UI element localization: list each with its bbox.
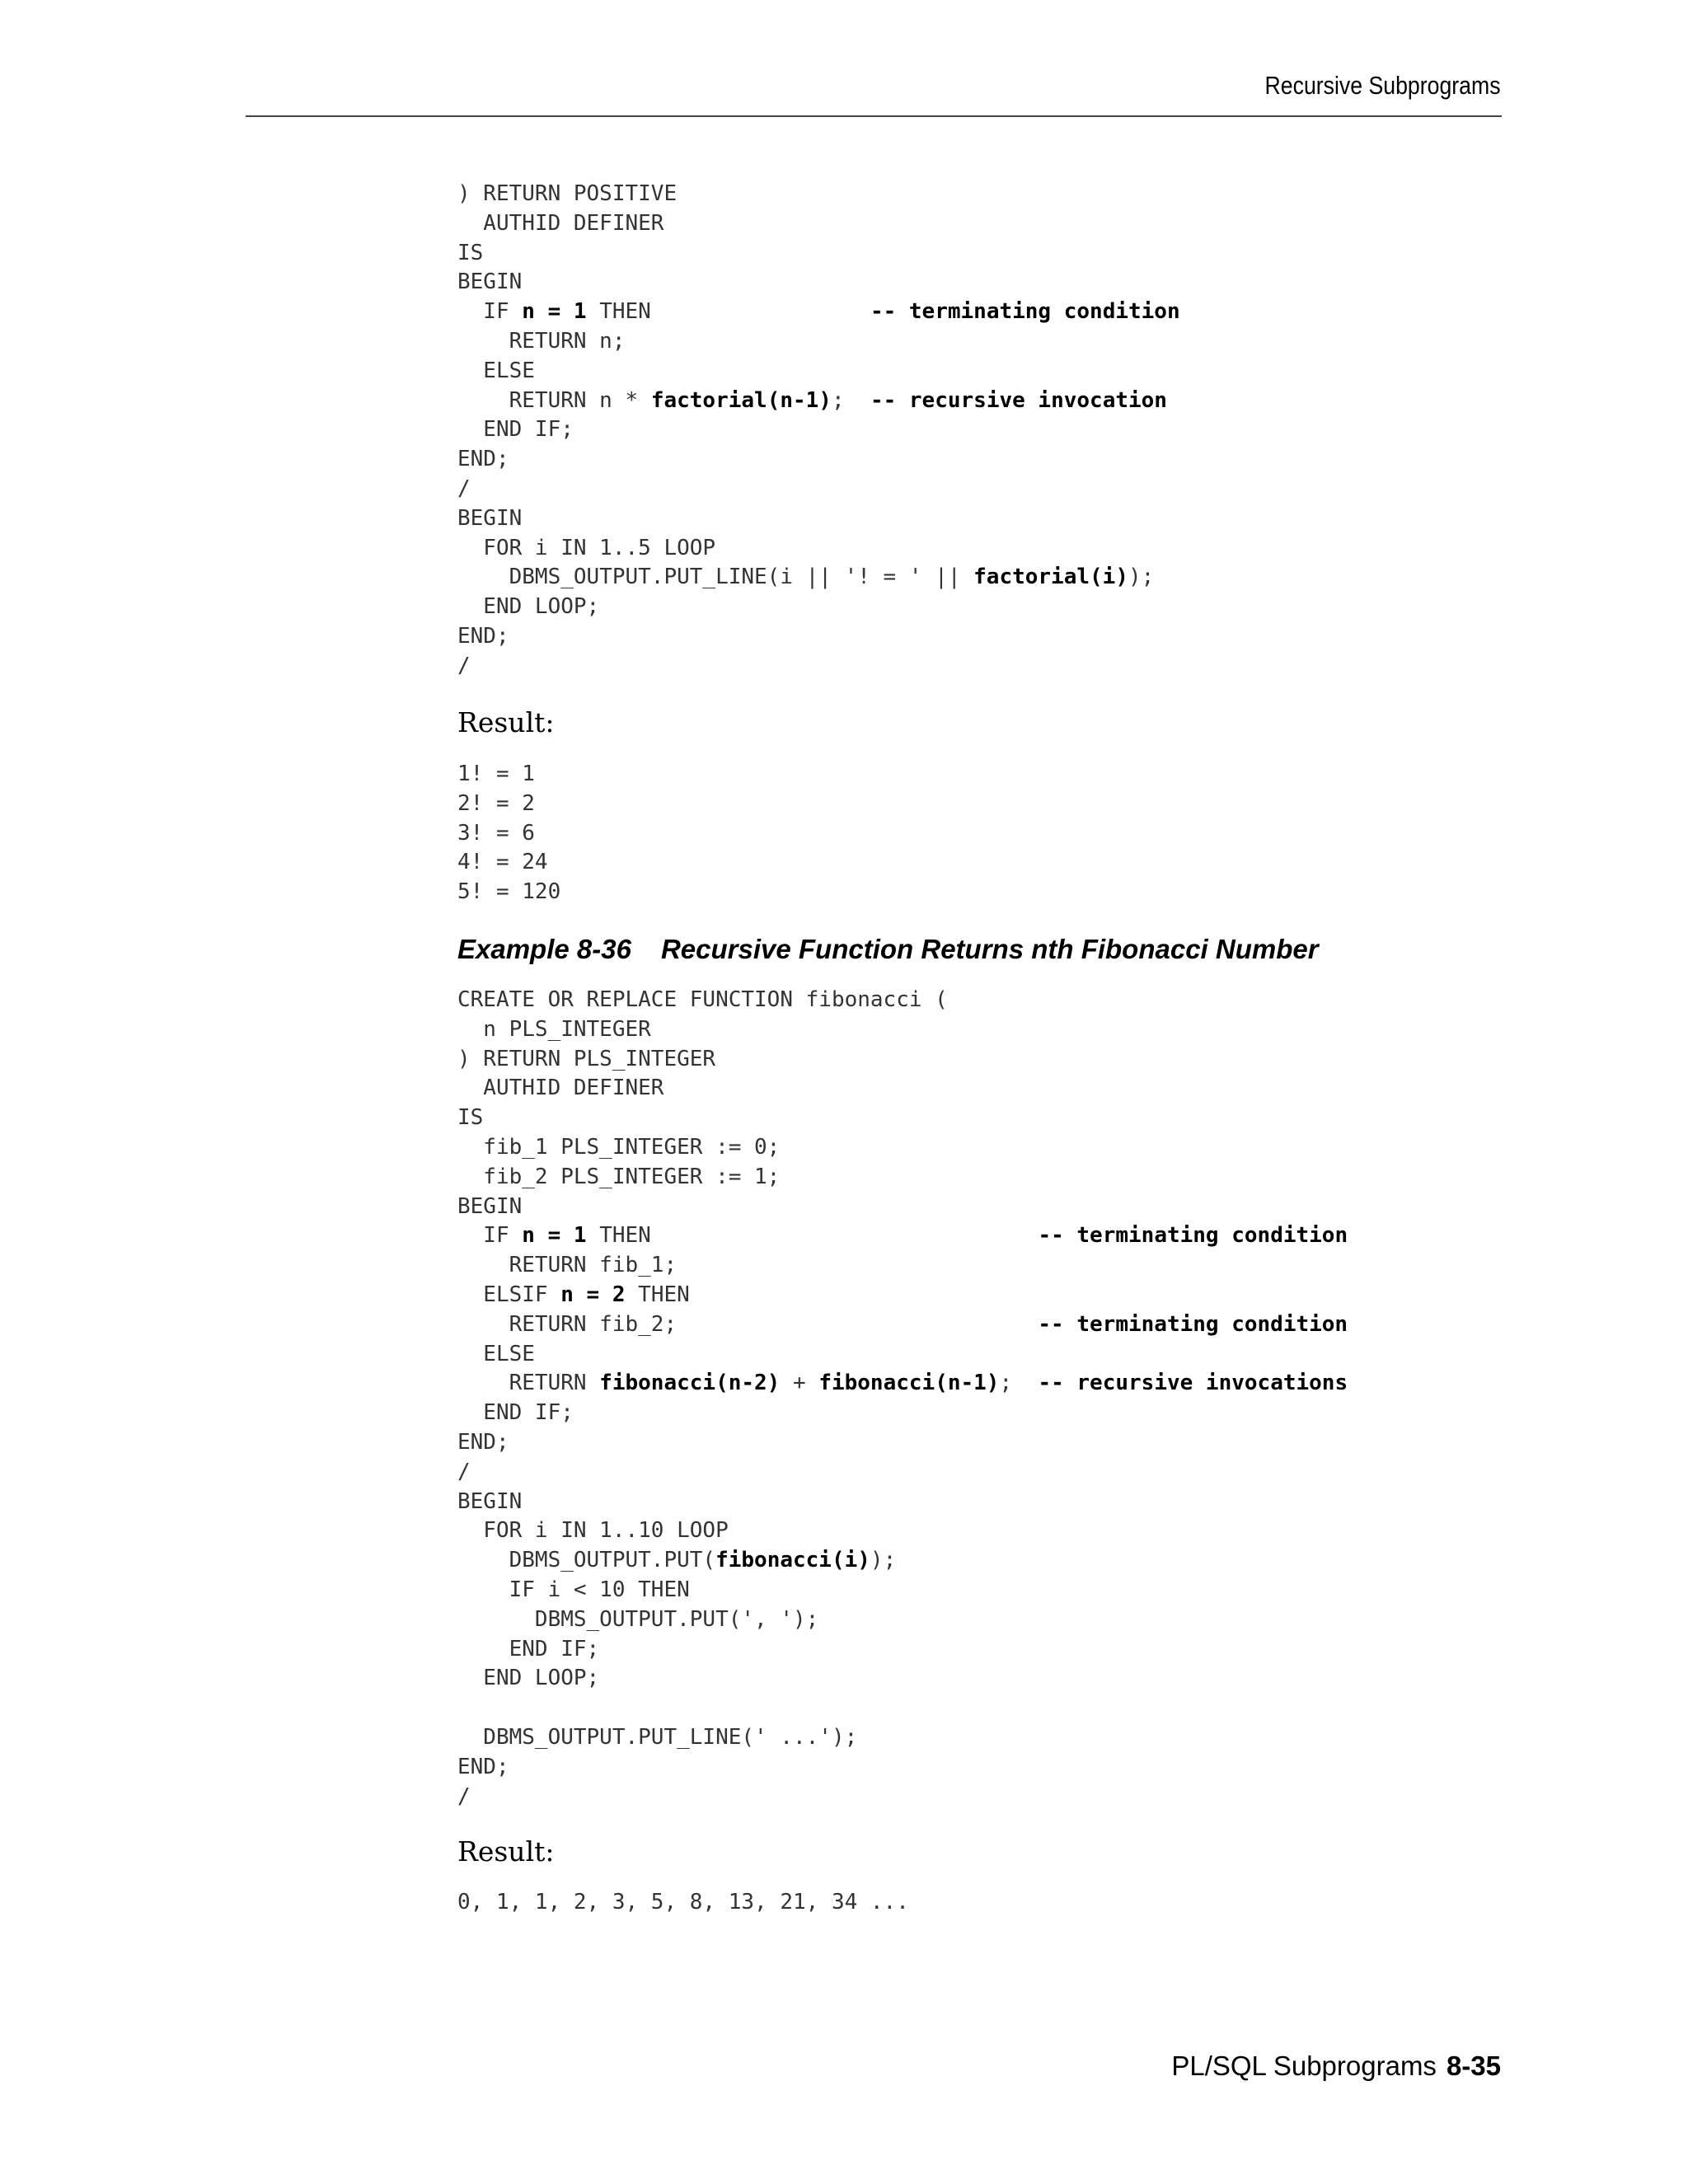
code-line: RETURN fibonacci(n-2) + fibonacci(n-1); -- recursive invocations	[457, 1371, 1348, 1396]
footer-chapter: PL/SQL Subprograms	[1171, 2050, 1437, 2081]
code-line: RETURN fib_1;	[457, 1253, 678, 1278]
code-line: END LOOP;	[457, 594, 600, 620]
code-line: END IF;	[457, 1400, 574, 1426]
code-emphasis: fibonacci(i)	[715, 1548, 870, 1573]
output-line: 5! = 120	[457, 879, 561, 905]
code-line: CREATE OR REPLACE FUNCTION fibonacci (	[457, 987, 948, 1012]
code-emphasis: fibonacci(n-2)	[599, 1371, 781, 1396]
code-emphasis: n = 1	[522, 1223, 587, 1249]
code-line: RETURN n * factorial(n-1); -- recursive invocation	[457, 387, 1167, 413]
output-line: 3! = 6	[457, 820, 535, 846]
output-line: 2! = 2	[457, 790, 535, 816]
code-line: /	[457, 1459, 471, 1484]
code-line: IF i < 10 THEN	[457, 1577, 690, 1602]
code-line: ELSE	[457, 1341, 535, 1366]
example-number: Example 8-36	[457, 934, 631, 964]
code-line: fib_2 PLS_INTEGER := 1;	[457, 1164, 781, 1189]
code-line: DBMS_OUTPUT.PUT(fibonacci(i));	[457, 1548, 897, 1573]
code-line: END;	[457, 1754, 509, 1779]
result-label: Result:	[457, 1835, 555, 1868]
code-line: DBMS_OUTPUT.PUT_LINE(' ...');	[457, 1724, 858, 1750]
example-caption: Recursive Function Returns nth Fibonacci Number	[660, 934, 1319, 964]
code-emphasis: fibonacci(n-1)	[818, 1371, 1000, 1396]
code-line: n PLS_INTEGER	[457, 1016, 651, 1042]
code-line: END IF;	[457, 1636, 600, 1661]
code-line: END;	[457, 1429, 509, 1455]
result-output-factorial	[457, 760, 560, 907]
code-emphasis: factorial(i)	[973, 565, 1128, 590]
code-line: ELSIF n = 2 THEN	[457, 1282, 690, 1307]
code-line: BEGIN	[457, 505, 523, 531]
code-line: IF n = 1 THEN -- terminating condition	[457, 299, 1180, 325]
example-title	[457, 934, 1319, 965]
code-line: END;	[457, 623, 509, 649]
header-rule	[246, 115, 1502, 117]
code-line: DBMS_OUTPUT.PUT_LINE(i || '! = ' || factorial(i));	[457, 565, 1155, 590]
code-line: BEGIN	[457, 1193, 523, 1219]
code-line: /	[457, 1783, 471, 1809]
code-line: BEGIN	[457, 1488, 523, 1514]
code-block-fibonacci	[457, 986, 1348, 1811]
code-emphasis: -- recursive invocations	[1038, 1371, 1348, 1396]
code-line: AUTHID DEFINER	[457, 1076, 664, 1101]
code-line: IF n = 1 THEN -- terminating condition	[457, 1223, 1348, 1249]
code-emphasis: -- recursive invocation	[870, 387, 1167, 413]
running-header: Recursive Subprograms	[1265, 71, 1501, 100]
code-emphasis: n = 1	[522, 299, 587, 325]
code-line: fib_1 PLS_INTEGER := 0;	[457, 1134, 781, 1160]
result-output-fibonacci	[457, 1888, 909, 1918]
output-line: 1! = 1	[457, 762, 535, 786]
code-emphasis: n = 2	[560, 1282, 626, 1307]
code-emphasis: -- terminating condition	[1038, 1223, 1348, 1249]
code-line: ) RETURN PLS_INTEGER	[457, 1046, 716, 1071]
code-line: IS	[457, 1105, 484, 1131]
code-line: /	[457, 476, 471, 501]
code-line: AUTHID DEFINER	[457, 210, 664, 236]
code-line: FOR i IN 1..10 LOOP	[457, 1518, 729, 1544]
page-number: 8-35	[1446, 2050, 1501, 2081]
code-line: RETURN n;	[457, 328, 626, 354]
code-emphasis: -- terminating condition	[870, 299, 1180, 325]
output-line: 4! = 24	[457, 850, 548, 875]
code-line: /	[457, 653, 471, 678]
output-line: 0, 1, 1, 2, 3, 5, 8, 13, 21, 34 ...	[457, 1890, 909, 1915]
code-emphasis: -- terminating condition	[1038, 1311, 1348, 1337]
code-line: RETURN fib_2; -- terminating condition	[457, 1311, 1348, 1337]
code-emphasis: factorial(n-1)	[650, 387, 832, 413]
code-line: IS	[457, 240, 484, 265]
code-block-factorial	[457, 180, 1180, 682]
code-line: DBMS_OUTPUT.PUT(', ');	[457, 1606, 819, 1632]
code-line: BEGIN	[457, 269, 523, 295]
code-line: END;	[457, 447, 509, 472]
result-label: Result:	[457, 706, 555, 738]
code-line: ) RETURN POSITIVE	[457, 181, 678, 206]
code-line: END IF;	[457, 417, 574, 443]
code-line: ELSE	[457, 358, 535, 383]
code-line: FOR i IN 1..5 LOOP	[457, 535, 716, 560]
code-line: END LOOP;	[457, 1666, 600, 1691]
page-footer	[1171, 2050, 1501, 2082]
